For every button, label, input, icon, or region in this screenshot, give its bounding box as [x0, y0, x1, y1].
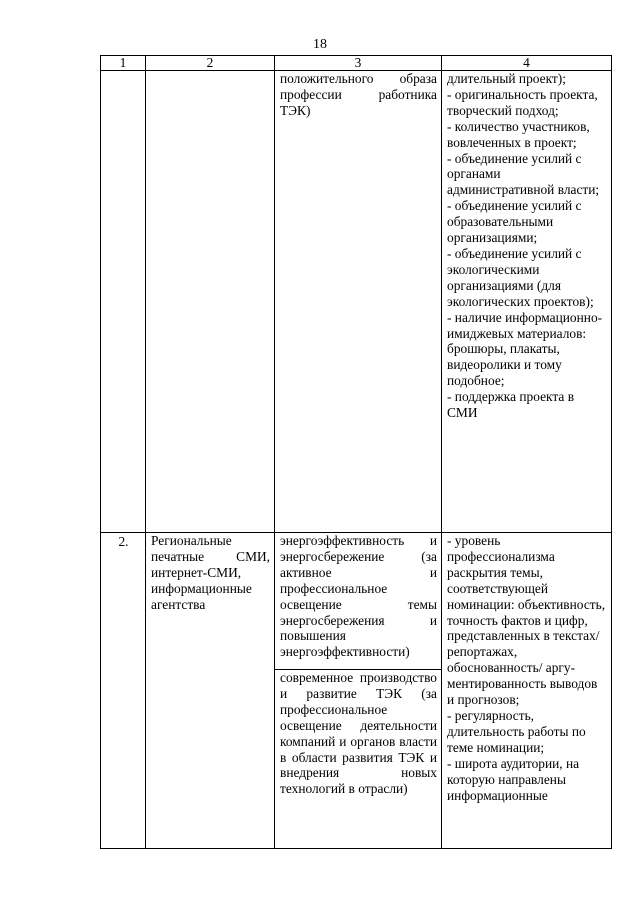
table-row [101, 533, 612, 849]
row-number-cell [101, 71, 146, 533]
column-header-row [101, 56, 612, 71]
criteria-cell [442, 533, 612, 849]
criteria-item: - поддержка проекта в СМИ [447, 389, 575, 421]
criteria-item: - широта аудитории, на которую направлены информационные [447, 755, 580, 803]
criteria-item: - количество участников, вовлеченных в проект; [447, 118, 590, 150]
topic-block: положительного образа профессии работника ТЭК) [280, 71, 437, 118]
column-header: 2 [146, 56, 275, 71]
column-header: 4 [442, 56, 612, 71]
criteria-item: - объединение усилий с образовательными организациями; [447, 198, 582, 246]
table-row [101, 71, 612, 533]
channel-cell: Региональные печатные СМИ, интернет-СМИ, информационные агентства [146, 533, 275, 849]
criteria-item: - наличие информационно-имиджевых материалов: брошюры, плакаты, видеоролики и тому подобное; [447, 309, 603, 389]
topic-block: современное производство и развитие ТЭК (за профессиональное освещение деятельности компаний и органов власти в области развития ТЭК и внедрения новых технологий в отрасли) [275, 669, 441, 797]
topic-cell [275, 71, 442, 533]
channel-cell [146, 71, 275, 533]
column-header: 3 [275, 56, 442, 71]
column-header: 1 [101, 56, 146, 71]
topic-cell [275, 533, 442, 849]
criteria-item: - оригинальность проекта, творческий подход; [447, 86, 598, 118]
criteria-item: - объединение усилий с экологическими организациями (для экологических проектов); [447, 245, 594, 309]
criteria-item: - уровень профессионализма раскрытия темы, соответствующей номинации: объективность, точность фактов и цифр, представленных в текстах/ репортажах, обоснованность/ аргу-ментированность выводов и прогнозов; [447, 533, 606, 708]
nominations-table [100, 55, 612, 849]
criteria-cell [442, 71, 612, 533]
criteria-item: - объединение усилий с органами административной власти; [447, 150, 600, 198]
topic-block: энергоэффективность и энергосбережение (за активное и профессиональное освещение темы энергосбережения и повышения энергоэффективности) [280, 533, 437, 660]
criteria-item: длительный проект); [447, 71, 566, 86]
criteria-item: - регулярность, длительность работы по теме номинации; [447, 707, 586, 755]
row-number-cell: 2. [101, 533, 146, 849]
page-number: 18 [313, 37, 327, 52]
